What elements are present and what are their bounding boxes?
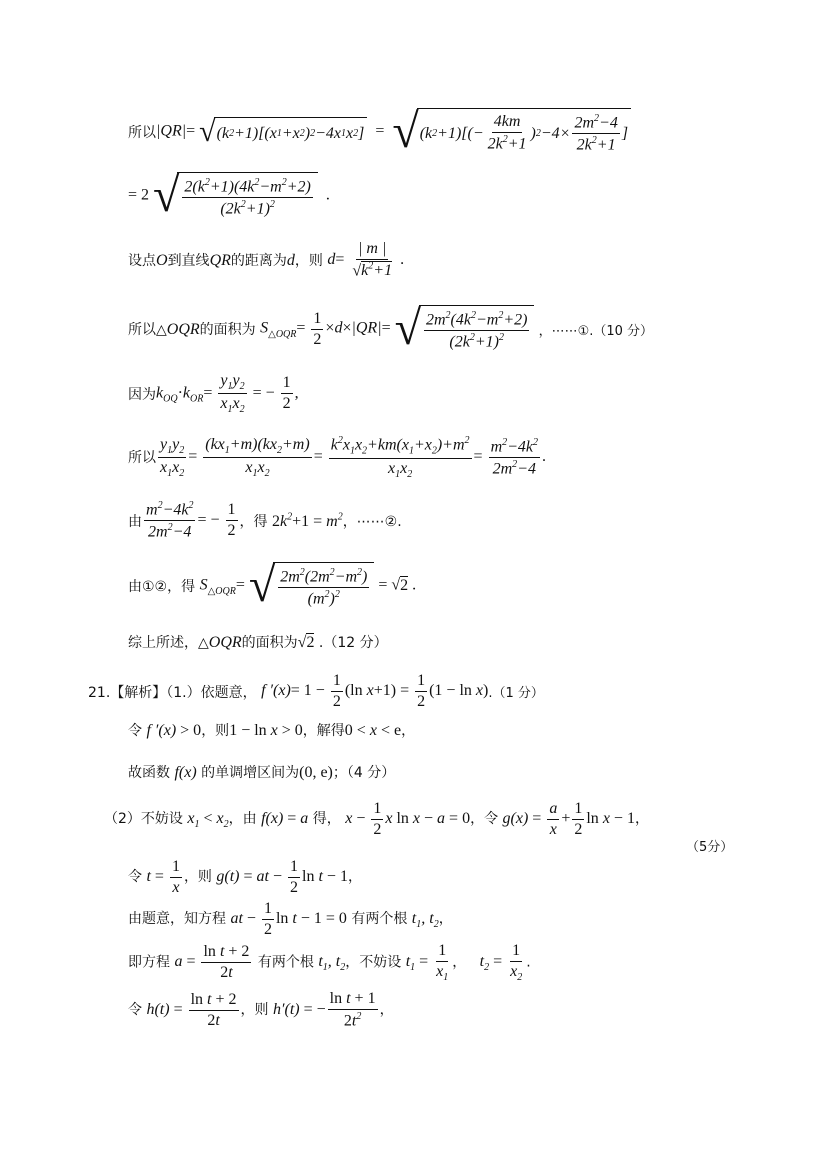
h-derivative-text: 令 h(t) = $\frac{\text{ln t + 2}}{2t}$ ，则 h′(t) = − $\frac{\text{ln t + 1}}{2t^2}$ ， — [128, 990, 394, 1030]
text-line-slopes — [128, 372, 299, 415]
ratio-formula: $\frac{y_1y_2}{x_1x_2}$ = $\frac{(kx_1+m)(kx_2+m)}{x_1x_2}$ = $\frac{k^2x_1x_2+km(x_1+x_2)+m^2}{x_1x_2}$ = $\frac{m^2-4k^2}{2m^2-4}$ . — [160, 435, 547, 480]
text-line-distance — [128, 240, 404, 280]
condition-formula: $\frac{m^2-4k^2}{2m^2-4}$ = − $\frac{1}{2}$ — [146, 500, 236, 541]
part2-text: （2）不妨设 $x_1 < x_2$，由 f(x) = a 得， x − $\frac{1}{2}$ x ln x − a = 0，令 g(x) = $\frac{a}{x}$ + $\frac{1}{2}$ ln x − 1， — [104, 800, 649, 838]
text-line-part2 — [104, 800, 649, 839]
text-line-area — [128, 302, 654, 355]
qr-length-formula: |QR|= √ (k 2 +1)[(x 1 +x 2 ) 2 −4x 1 x 2 ] = √ (k 2 +1)[(− $\frac{4km}{2k^2+1}$ ) 2 −4× $\frac{2m^2-4}{2k^2+1}$ ] — [156, 108, 631, 156]
area-result-formula: $S_{\triangle OQR}=$ √ $\frac{2m^2(2m^2-m^2)}{(m^2)^2}$ = √2 . — [199, 559, 417, 612]
text-line-two-roots — [128, 900, 453, 939]
derivative-formula: f ′(x)= 1 − $\frac{1}{2}$ (ln x+1) = $\frac{1}{2}$ (1 − ln x) — [261, 672, 489, 710]
qr-simplified-formula: = 2 √ $\frac{2(k^2+1)(4k^2-m^2+2)}{(2k^2+1)^2}$ . — [128, 169, 330, 222]
so-text: 所以 — [128, 450, 156, 467]
score-5-line — [686, 836, 733, 855]
equation-a-text: 即方程 a = $\frac{\text{ln t + 2}}{2t}$ 有两个根 $t_1$, $t_2$，不妨设 $t_1$ = $\frac{1}{x_1}$ ， $t_2$ = $\frac{1}{x_2}$ . — [128, 942, 531, 984]
formula-line-qr-length — [128, 105, 631, 158]
summary-text: 综上所述，△OQR的面积为√2 .（12 分） — [128, 634, 388, 651]
distance-text: 设点O到直线QR的距离为d，则 — [128, 252, 328, 270]
text-line-summary — [128, 632, 388, 652]
increasing-text: 令 f ′(x) > 0，则1 − ln x > 0，解得0 < x < e， — [128, 722, 416, 739]
because-text: 因为 — [128, 386, 156, 403]
slope-formula: $k_{OQ}\cdot k_{OR}=$ $\frac{y_1y_2}{x_1x_2}$ = − $\frac{1}{2}$ , — [156, 372, 299, 416]
text-line-substitution — [128, 858, 362, 897]
text-line-equation-a — [128, 942, 531, 983]
from-12-text: 由①②，得 — [128, 579, 200, 595]
text-line-increasing — [128, 720, 415, 740]
text-line-area-result — [128, 559, 417, 612]
text-line-ratio — [128, 435, 546, 480]
area-text: 所以△OQR的面积为 — [128, 321, 261, 338]
two-roots-text: 由题意，知方程 at − $\frac{1}{2}$ ln t − 1 = 0 有两个根 $t_1$, $t_2$， — [128, 900, 453, 938]
interval-text: 故函数 f(x) 的单调增区间为(0, e)；（4 分） — [128, 764, 396, 781]
text-line-q21-part1 — [88, 672, 544, 711]
from-text: 由 — [128, 513, 142, 530]
q21-heading: 21.【解析】（1.）依题意， — [88, 684, 262, 701]
area-formula: $S_{\triangle OQR}=$ $\frac{1}{2}$ ×d×|QR|= √ $\frac{2m^2(4k^2-m^2+2)}{(2k^2+1)^2}$ — [260, 305, 534, 353]
score-1: .（1 分） — [488, 686, 544, 701]
formula-line-qr-simplified — [128, 169, 330, 222]
text-line-interval — [128, 762, 395, 782]
text-so: 所以 — [128, 125, 156, 141]
text-line-h-derivative — [128, 990, 394, 1030]
score-5: （5分） — [686, 840, 734, 855]
score-10: ，⋯⋯①.（10 分） — [534, 323, 654, 339]
condition-result: ，得 $2k^2+1 = m^2$，⋯⋯②. — [239, 511, 402, 530]
substitution-text: 令 t = $\frac{1}{x}$ ，则 g(t) = at − $\frac{1}{2}$ ln t − 1， — [128, 858, 362, 896]
text-line-condition — [128, 500, 402, 542]
distance-formula: d= $\frac{| m |}{√k^2+1}$ . — [327, 240, 405, 280]
